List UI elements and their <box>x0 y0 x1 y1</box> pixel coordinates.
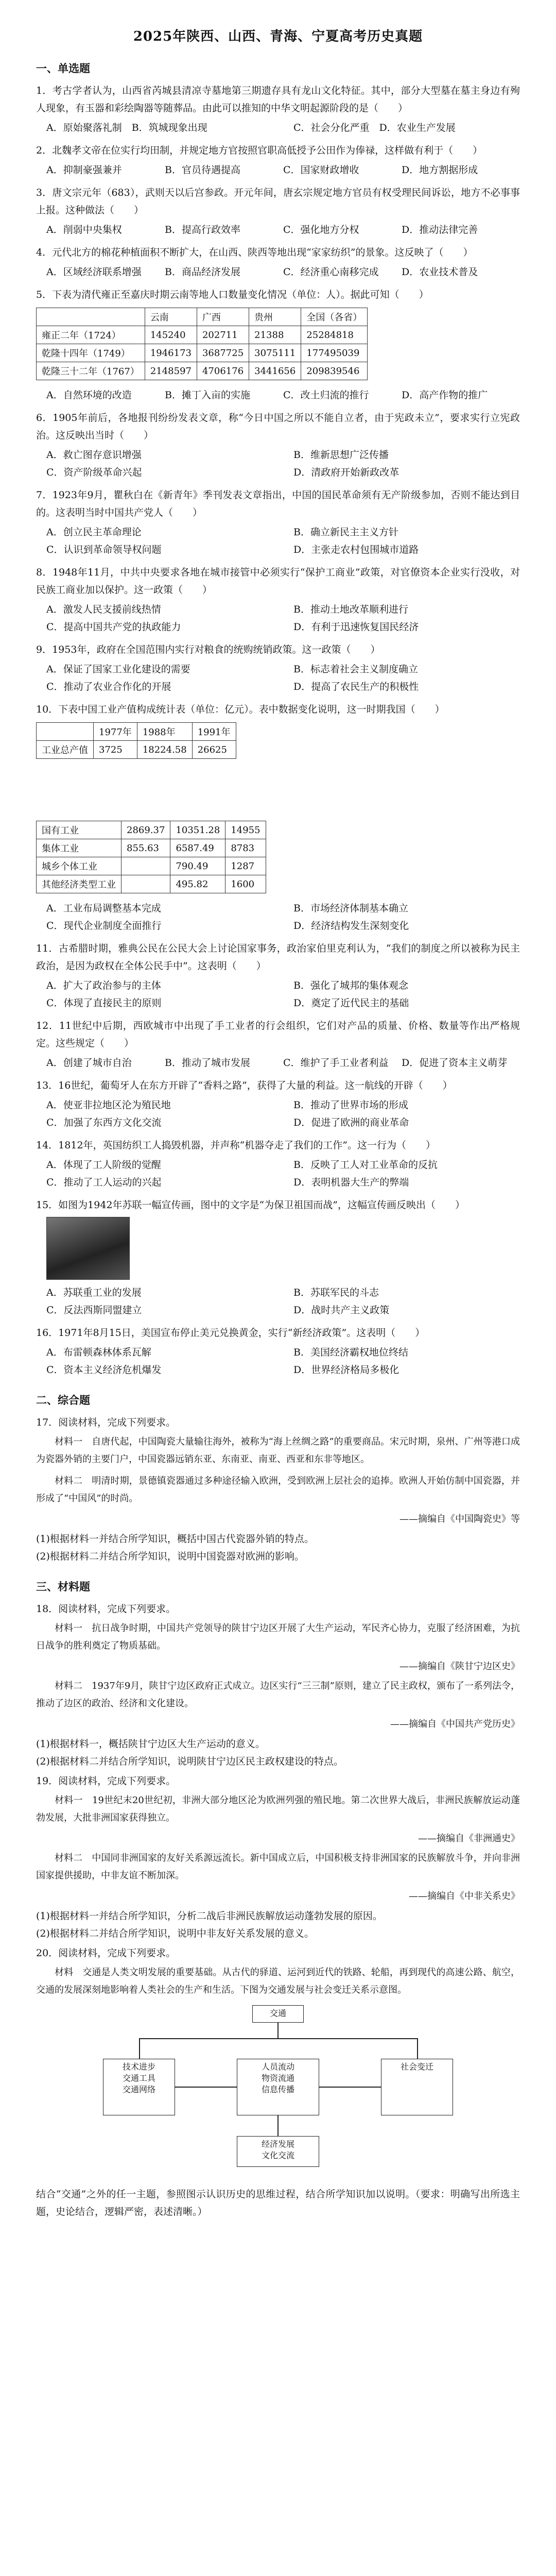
table-row <box>37 839 266 857</box>
table-cell: 3687725 <box>197 344 249 362</box>
option: B．市场经济体制基本确立 <box>293 903 408 914</box>
question <box>36 82 520 137</box>
option: A．扩大了政治参与的主体 <box>46 980 161 991</box>
question <box>36 1600 520 1770</box>
table-header-row <box>37 308 368 326</box>
table-row <box>37 741 236 759</box>
table-cell: 国有工业 <box>37 821 121 839</box>
question <box>36 1077 520 1131</box>
material: 材料一 抗日战争时期，中国共产党领导的陕甘宁边区开展了大生产运动，军民齐心协力，克服了经济困难，为抗日战争的胜利奠定了物质基础。 <box>36 1623 520 1651</box>
option: C．强化地方分权 <box>283 224 359 235</box>
option: D．主张走农村包围城市道路 <box>293 544 419 555</box>
question-intro: 20．阅读材料，完成下列要求。 <box>36 1947 176 1959</box>
table-cell: 乾隆三十二年（1767） <box>37 362 145 380</box>
option: B．强化了城邦的集体观念 <box>293 980 408 991</box>
source: ——摘编自《中国共产党历史》 <box>390 1719 520 1730</box>
material: 材料 交通是人类文明发展的重要基础。从古代的驿道、运河到近代的铁路、轮船，再到现代的高速公路、航空，交通的发展深刻地影响着人类社会的生产和生活。下图为交通发展与社会变迁关系示意图。 <box>36 1967 520 1995</box>
option: B．官员待遇提高 <box>165 164 240 176</box>
table-cell: 18224.58 <box>137 741 192 759</box>
question <box>36 184 520 239</box>
option: D．促进了资本主义萌芽 <box>402 1057 508 1069</box>
material: 材料一 19世纪末20世纪初，非洲大部分地区沦为欧洲列强的殖民地。第二次世界大战后，非洲民族解放运动蓬勃发展，大批非洲国家获得独立。 <box>36 1795 520 1823</box>
table-header: 1991年 <box>192 723 236 741</box>
table-cell: 25284818 <box>301 326 368 344</box>
option: C．国家财政增收 <box>283 164 359 176</box>
option: B．苏联军民的斗志 <box>293 1287 379 1298</box>
question <box>36 701 520 935</box>
table-cell: 其他经济类型工业 <box>37 875 121 893</box>
option: D．高产作物的推广 <box>402 389 488 401</box>
option: C．经济重心南移完成 <box>283 266 379 278</box>
option: D．世界经济格局多极化 <box>293 1364 399 1376</box>
table-cell: 集体工业 <box>37 839 121 857</box>
question-text: 1．考古学者认为，山西省芮城县清凉寺墓地第三期遗存具有龙山文化特征。其中，部分大型墓在墓主身边有殉人现象，有玉器和彩绘陶器等随葬品。由此可以推知的中华文明起源阶段的是（ ） <box>36 85 520 114</box>
option: B．美国经济霸权地位终结 <box>293 1347 408 1358</box>
option: A．苏联重工业的发展 <box>46 1287 142 1298</box>
table-cell: 177495039 <box>301 344 368 362</box>
option: C．资产阶级革命兴起 <box>46 467 142 478</box>
material: 材料一 自唐代起，中国陶瓷大量输往海外，被称为“海上丝绸之路”的重要商品。宋元时期，泉州、广州等港口成为瓷器外销的主要门户，中国瓷器远销东亚、东南亚、南亚、西亚和东非等地区。 <box>36 1436 520 1465</box>
options <box>36 221 520 239</box>
question-text: 13．16世纪，葡萄牙人在东方开辟了“香料之路”，获得了大量的利益。这一航线的开辟（ ） <box>36 1080 453 1091</box>
table-cell: 790.49 <box>170 857 225 875</box>
options <box>36 386 520 404</box>
table-cell: 8783 <box>225 839 266 857</box>
table-header <box>37 723 94 741</box>
table-header: 1988年 <box>137 723 192 741</box>
question-text: 16．1971年8月15日，美国宣布停止美元兑换黄金，实行“新经济政策”。这表明（ ） <box>36 1327 425 1338</box>
option: A．创建了城市自治 <box>46 1057 132 1069</box>
option: A．激发人民支援前线热情 <box>46 604 161 615</box>
requirements: 结合“交通”之外的任一主题，参照图示认识历史的思维过程，结合所学知识加以说明。（要求：明确写出所选主题，史论结合，逻辑严密，表述清晰。） <box>36 2189 520 2217</box>
diagram-connector <box>417 2038 418 2059</box>
source: ——摘编自《陕甘宁边区史》 <box>399 1661 520 1672</box>
question-text: 7．1923年9月，瞿秋白在《新青年》季刊发表文章指出，中国的国民革命须有无产阶级参加，否则不能达到目的。这表明当时中国共产党人（ ） <box>36 489 520 518</box>
options <box>36 1096 520 1131</box>
requirements: (1)根据材料一并结合所学知识，概括中国古代瓷器外销的特点。 (2)根据材料二并结合所学知识，说明中国瓷器对欧洲的影响。 <box>36 1533 314 1562</box>
table-row <box>37 857 266 875</box>
table-cell: 乾隆十四年（1749） <box>37 344 145 362</box>
table-cell: 495.82 <box>170 875 225 893</box>
option: D．农业技术普及 <box>402 266 478 278</box>
question <box>36 244 520 281</box>
option: D．经济结构发生深刻变化 <box>293 920 409 931</box>
question-text: 2．北魏孝文帝在位实行均田制，并规定地方官按照官职高低授予公田作为俸禄，这样做有利于（ ） <box>36 145 483 156</box>
question-text: 14．1812年，英国纺织工人捣毁机器，并声称“机器夺走了我们的工作”。这一行为（ ） <box>36 1140 436 1151</box>
question <box>36 142 520 179</box>
table-cell <box>121 857 170 875</box>
options <box>36 1054 520 1072</box>
question-intro: 17．阅读材料，完成下列要求。 <box>36 1417 176 1428</box>
option: B．推动土地改革顺利进行 <box>293 604 408 615</box>
question-text: 15．如图为1942年苏联一幅宣传画，图中的文字是“为保卫祖国而战”，这幅宣传画反映出（ ） <box>36 1199 465 1211</box>
table-cell: 855.63 <box>121 839 170 857</box>
table-cell: 3075111 <box>249 344 301 362</box>
table-header: 全国（各省） <box>301 308 368 326</box>
option: D．推动法律完善 <box>402 224 478 235</box>
question <box>36 286 520 404</box>
option: D．促进了欧洲的商业革命 <box>293 1117 409 1128</box>
option: B．维新思想广泛传播 <box>293 449 389 461</box>
diagram-node-left: 技术进步 交通工具 交通网络 <box>103 2059 175 2115</box>
table-cell: 1946173 <box>145 344 197 362</box>
options <box>36 446 520 481</box>
table-cell: 21388 <box>249 326 301 344</box>
option: C．认识到革命领导权问题 <box>46 544 162 555</box>
question-text: 5．下表为清代雍正至嘉庆时期云南等地人口数量变化情况（单位：人）。据此可知（ ） <box>36 289 429 300</box>
table-header: 1977年 <box>94 723 137 741</box>
option: D．提高了农民生产的积极性 <box>293 681 419 692</box>
question <box>36 486 520 558</box>
option: C．推动了工人运动的兴起 <box>46 1177 162 1188</box>
table-row <box>37 326 368 344</box>
option: D．战时共产主义政策 <box>293 1304 390 1316</box>
ownership-table <box>36 821 266 893</box>
table-cell: 2148597 <box>145 362 197 380</box>
question-text: 12．11世纪中后期，西欧城市中出现了手工业者的行会组织，它们对产品的质量、价格、数量等作出严格规定。这些规定（ ） <box>36 1020 520 1049</box>
option: C．社会分化严重 D．农业生产发展 <box>293 122 456 133</box>
question <box>36 564 520 636</box>
question <box>36 1944 520 2221</box>
option: C．改土归流的推行 <box>283 389 369 401</box>
option: A．削弱中央集权 <box>46 224 122 235</box>
diagram-node-bottom: 经济发展 文化交流 <box>237 2136 319 2167</box>
transport-diagram <box>103 2005 453 2175</box>
section-heading: 二、综合题 <box>36 1394 90 1406</box>
options <box>36 660 520 696</box>
table-header: 广西 <box>197 308 249 326</box>
options <box>36 263 520 281</box>
option: D．表明机器大生产的弊端 <box>293 1177 409 1188</box>
table-row <box>37 821 266 839</box>
table-cell: 3441656 <box>249 362 301 380</box>
requirements: (1)根据材料一，概括陕甘宁边区大生产运动的意义。 (2)根据材料二并结合所学知识，说明陕甘宁边区民主政权建设的特点。 <box>36 1738 343 1767</box>
question-intro: 18．阅读材料，完成下列要求。 <box>36 1603 176 1615</box>
section-heading: 一、单选题 <box>36 62 90 75</box>
question <box>36 1137 520 1191</box>
option: C．提高中国共产党的执政能力 <box>46 621 181 633</box>
question-intro: 19．阅读材料，完成下列要求。 <box>36 1775 176 1787</box>
table-row <box>37 344 368 362</box>
options <box>36 977 520 1012</box>
source: ——摘编自《中非关系史》 <box>409 1891 520 1902</box>
diagram-connector <box>277 2023 279 2038</box>
option: B．确立新民主主义方针 <box>293 527 398 538</box>
option: C．现代企业制度全面推行 <box>46 920 162 931</box>
option: C．体现了直接民主的原则 <box>46 997 162 1009</box>
table-cell: 1287 <box>225 857 266 875</box>
exam-title: 2025年陕西、山西、青海、宁夏高考历史真题 <box>133 29 423 44</box>
option: A．抑制豪强兼并 <box>46 164 122 176</box>
option: C．反法西斯同盟建立 <box>46 1304 142 1316</box>
table-header-row <box>37 723 236 741</box>
option: B．推动了世界市场的形成 <box>293 1099 408 1111</box>
population-table <box>36 308 368 380</box>
question <box>36 940 520 1012</box>
section-heading: 三、材料题 <box>36 1580 90 1593</box>
options <box>36 119 520 137</box>
question-text: 6．1905年前后，各地报刊纷纷发表文章，称“今日中国之所以不能自立者，由于宪政未立”，要求实行立宪政治。这反映出当时（ ） <box>36 412 520 441</box>
table-cell: 工业总产值 <box>37 741 94 759</box>
option: D．有利于迅速恢复国民经济 <box>293 621 419 633</box>
question-text: 4．元代北方的棉花种植面积不断扩大，在山西、陕西等地出现“家家纺织”的景象。这反映了（ ） <box>36 247 473 258</box>
table-cell: 10351.28 <box>170 821 225 839</box>
material: 材料二 中国同非洲国家的友好关系源远流长。新中国成立后，中国积极支持非洲国家的民族解放斗争，并向非洲国家提供援助，中非友谊不断加深。 <box>36 1853 520 1881</box>
option: C．加强了东西方文化交流 <box>46 1117 162 1128</box>
material: 材料二 1937年9月，陕甘宁边区政府正式成立。边区实行“三三制”原则，建立了民主政权，颁布了一系列法令，推动了边区的政治、经济和文化建设。 <box>36 1681 520 1709</box>
diagram-connector <box>277 2115 279 2136</box>
option: A．保证了国家工业化建设的需要 <box>46 664 190 675</box>
table-cell: 雍正二年（1724） <box>37 326 145 344</box>
option: A．救亡图存意识增强 <box>46 449 142 461</box>
diagram-arrow <box>319 2087 381 2088</box>
option: A．区域经济联系增强 <box>46 266 142 278</box>
options <box>36 601 520 636</box>
option: B．提高行政效率 <box>165 224 240 235</box>
question <box>36 641 520 696</box>
options <box>36 161 520 179</box>
diagram-node-middle: 人员流动 物资流通 信息传播 <box>237 2059 319 2115</box>
table-cell: 202711 <box>197 326 249 344</box>
options <box>36 523 520 558</box>
option: D．清政府开始新政改革 <box>293 467 399 478</box>
question <box>36 1324 520 1379</box>
table-cell: 14955 <box>225 821 266 839</box>
question <box>36 1772 520 1942</box>
table-cell: 4706176 <box>197 362 249 380</box>
question-text: 9．1953年，政府在全国范围内实行对粮食的统购统销政策。这一政策（ ） <box>36 644 380 655</box>
output-table <box>36 722 236 759</box>
option: A．原始聚落礼制 B．筑城现象出现 <box>46 122 207 133</box>
option: D．奠定了近代民主的基础 <box>293 997 409 1009</box>
question-text: 3．唐文宗元年（683），武则天以后宫参政。开元年间，唐玄宗规定地方官员有权受理民间诉讼，地方不必事事上报。这种做法（ ） <box>36 187 520 216</box>
question-text: 10．下表中国工业产值构成统计表（单位：亿元）。表中数据变化说明，这一时期我国（ ） <box>36 704 445 715</box>
table-cell: 209839546 <box>301 362 368 380</box>
table-header: 云南 <box>145 308 197 326</box>
table-cell: 2869.37 <box>121 821 170 839</box>
table-cell: 145240 <box>145 326 197 344</box>
option: C．推动了农业合作化的开展 <box>46 681 171 692</box>
table-cell: 26625 <box>192 741 236 759</box>
options <box>36 1284 520 1319</box>
table-cell <box>121 875 170 893</box>
diagram-node-top: 交通 <box>252 2005 304 2023</box>
option: A．布雷顿森林体系瓦解 <box>46 1347 151 1358</box>
table-cell: 城乡个体工业 <box>37 857 121 875</box>
option: B．反映了工人对工业革命的反抗 <box>293 1159 438 1171</box>
options <box>36 900 520 935</box>
option: B．推动了城市发展 <box>165 1057 250 1069</box>
diagram-connector <box>139 2038 417 2039</box>
table-row <box>37 362 368 380</box>
table-header: 贵州 <box>249 308 301 326</box>
option: A．体现了工人阶级的觉醒 <box>46 1159 161 1171</box>
table-cell: 6587.49 <box>170 839 225 857</box>
source: ——摘编自《非洲通史》 <box>418 1833 520 1844</box>
question <box>36 1196 520 1319</box>
option: C．维护了手工业者利益 <box>283 1057 389 1069</box>
propaganda-poster-image <box>46 1217 130 1280</box>
options <box>36 1344 520 1379</box>
option: A．自然环境的改造 <box>46 389 132 401</box>
material: 材料二 明清时期，景德镇瓷器通过多种途径输入欧洲，受到欧洲上层社会的追捧。欧洲人开始仿制中国瓷器，并形成了“中国风”的时尚。 <box>36 1476 520 1504</box>
option: A．使亚非拉地区沦为殖民地 <box>46 1099 171 1111</box>
table-header <box>37 308 145 326</box>
option: A．创立民主革命理论 <box>46 527 142 538</box>
requirements: (1)根据材料一并结合所学知识，分析二战后非洲民族解放运动蓬勃发展的原因。 (2)根据材料二并结合所学知识，说明中非友好关系发展的意义。 <box>36 1910 383 1939</box>
question-text: 8．1948年11月，中共中央要求各地在城市接管中必须实行“保护工商业”政策，对官僚资本企业实行没收，对民族工商业加以保护。这一政策（ ） <box>36 567 520 596</box>
table-cell: 3725 <box>94 741 137 759</box>
spacer <box>36 765 520 817</box>
diagram-connector <box>139 2038 140 2059</box>
source: ——摘编自《中国陶瓷史》等 <box>399 1514 520 1524</box>
table-cell: 1600 <box>225 875 266 893</box>
question <box>36 409 520 481</box>
question-text: 11．古希腊时期，雅典公民在公民大会上讨论国家事务，政治家伯里克利认为，“我们的制度之所以被称为民主政治，是因为政权在全体公民手中”。这表明（ ） <box>36 943 520 972</box>
option: B．摊丁入亩的实施 <box>165 389 250 401</box>
question <box>36 1017 520 1072</box>
diagram-arrow <box>175 2087 237 2088</box>
options <box>36 1156 520 1191</box>
option: C．资本主义经济危机爆发 <box>46 1364 162 1376</box>
option: B．标志着社会主义制度确立 <box>293 664 418 675</box>
question <box>36 1414 520 1565</box>
option: B．商品经济发展 <box>165 266 240 278</box>
table-row <box>37 875 266 893</box>
option: D．地方割据形成 <box>402 164 478 176</box>
option: A．工业布局调整基本完成 <box>46 903 161 914</box>
diagram-node-right: 社会变迁 <box>381 2059 453 2115</box>
